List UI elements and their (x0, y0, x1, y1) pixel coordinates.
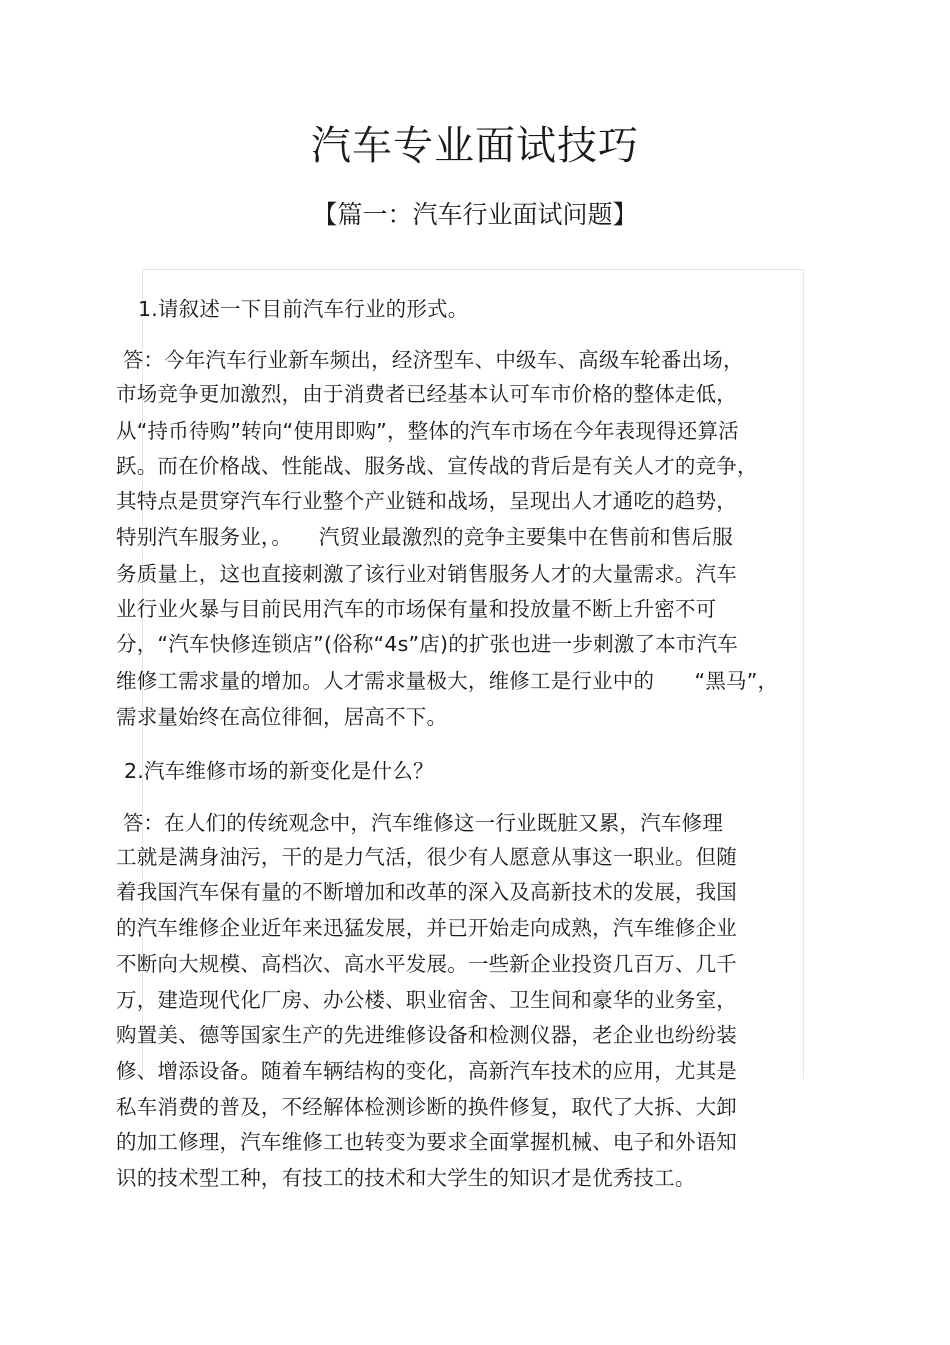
answer-2-line: 万，建造现代化厂房、办公楼、职业宿舍、卫生间和豪华的业务室， (116, 988, 737, 1012)
answer-1-line: 特别汽车服务业，。 汽贸业最激烈的竞争主要集中在售前和售后服 (116, 525, 733, 549)
document-title: 汽车专业面试技巧 (311, 123, 639, 169)
answer-1-line: 其特点是贯穿汽车行业整个产业链和战场，呈现出人才通吃的趋势， (116, 489, 737, 513)
answer-1-line: 市场竞争更加激烈，由于消费者已经基本认可车市价格的整体走低， (116, 382, 737, 406)
answer-2-line: 的汽车维修企业近年来迅猛发展，并已开始走向成熟，汽车维修企业 (116, 916, 737, 940)
answer-1-line: 分，“汽车快修连锁店”(俗称“4s”店)的扩张也进一步刺激了本市汽车 (116, 632, 738, 656)
answer-1-line: 答：今年汽车行业新车频出，经济型车、中级车、高级车轮番出场， (116, 348, 744, 372)
answer-2-line: 修、增添设备。随着车辆结构的变化，高新汽车技术的应用，尤其是 (116, 1059, 737, 1083)
frame-border-right (803, 269, 804, 1079)
question-2: 2.汽车维修市场的新变化是什么？ (124, 759, 434, 783)
answer-2-line: 私车消费的普及，不经解体检测诊断的换件修复，取代了大拆、大卸 (116, 1095, 737, 1119)
answer-2-line: 识的技术型工种，有技工的技术和大学生的知识才是优秀技工。 (116, 1166, 696, 1190)
answer-1-line: 业行业火暴与目前民用汽车的市场保有量和投放量不断上升密不可 (116, 597, 717, 621)
answer-2-line: 购置美、德等国家生产的先进维修设备和检测仪器，老企业也纷纷装 (116, 1023, 737, 1047)
section-heading: 【篇一：汽车行业面试问题】 (312, 200, 638, 229)
answer-2-line: 答：在人们的传统观念中，汽车维修这一行业既脏又累，汽车修理 (116, 811, 724, 835)
answer-1-line: 从“持币待购”转向“使用即购”，整体的汽车市场在今年表现得还算活 (116, 419, 739, 443)
answer-1-line: 维修工需求量的增加。人才需求量极大，维修工是行业中的 “黑马”， (116, 669, 779, 693)
answer-2-line: 工就是满身油污，干的是力气活，很少有人愿意从事这一职业。但随 (116, 845, 737, 869)
question-1: 1.请叙述一下目前汽车行业的形式。 (138, 297, 469, 321)
answer-2-line: 的加工修理，汽车维修工也转变为要求全面掌握机械、电子和外语知 (116, 1130, 737, 1154)
answer-1-line: 需求量始终在高位徘徊，居高不下。 (116, 705, 448, 729)
answer-2-line: 着我国汽车保有量的不断增加和改革的深入及高新技术的发展，我国 (116, 880, 737, 904)
answer-2-line: 不断向大规模、高档次、高水平发展。一些新企业投资几百万、几千 (116, 952, 737, 976)
answer-1-line: 务质量上，这也直接刺激了该行业对销售服务人才的大量需求。汽车 (116, 562, 737, 586)
answer-1-line: 跃。而在价格战、性能战、服务战、宣传战的背后是有关人才的竞争， (116, 454, 758, 478)
frame-border-top (142, 269, 804, 270)
